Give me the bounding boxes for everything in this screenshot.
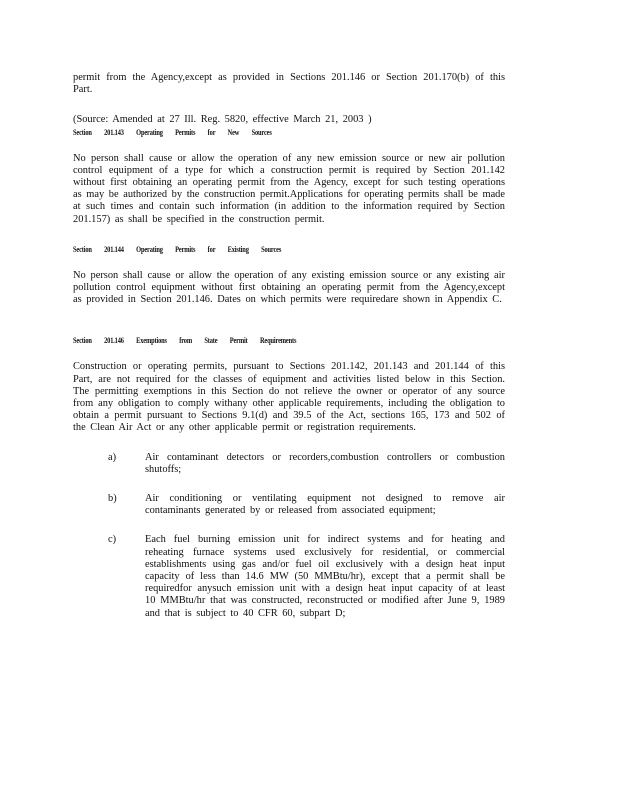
source-note: (Source: Amended at 27 Ill. Reg. 5820, effective March 21, 2003 ) — [73, 114, 372, 126]
list-item-text: Air contaminant detectors or recorders,combustion controllers or combustion shutoffs; — [145, 451, 505, 475]
section-201-143-paragraph: No person shall cause or allow the operation of any new emission source or new air pollution control equipment of a type for which a construction permit is required by Section 201.142 without first obtaining an operating permit from the Agency, except for such testing operations as may be authorized by the construction permit.Applications for operating permits shall be made at such times and contain such information (in addition to the information required by Section 201.157) as shall be specified in the construction permit. — [73, 152, 505, 225]
list-item — [108, 493, 505, 517]
section-201-143-heading: Section 201.143 Operating Permits for New Sources — [73, 127, 272, 137]
list-item-label: a) — [108, 451, 117, 463]
section-201-144-paragraph: No person shall cause or allow the operation of any existing emission source or any existing air pollution control equipment without first obtaining an operating permit from the Agency,except as provided in Section 201.146. Dates on which permits were requiredare shown in Appendix C. — [73, 269, 505, 306]
continuation-paragraph: permit from the Agency,except as provided in Sections 201.146 or Section 201.170(b) of this Part. — [73, 72, 505, 96]
section-201-146-heading: Section 201.146 Exemptions from State Permit Requirements — [73, 336, 297, 346]
list-item-text: Air conditioning or ventilating equipment not designed to remove air contaminants generated by or released from associated equipment; — [145, 493, 505, 517]
list-item — [108, 452, 505, 476]
list-item-label: c) — [108, 534, 117, 546]
section-201-146-paragraph: Construction or operating permits, pursuant to Sections 201.142, 201.143 and 201.144 of this Part, are not required for the classes of equipment and activities listed below in this Section. The permitting exemptions in this Section do not relieve the owner or operator of any source from any obligation to comply withany other applicable requirements, including the obligation to obtain a permit pursuant to Sections 9.1(d) and 39.5 of the Act, sections 165, 173 and 502 of the Clean Air Act or any other applicable permit or registration requirements. — [73, 361, 505, 434]
document-page — [73, 72, 505, 620]
list-item-text: Each fuel burning emission unit for indirect systems and for heating and reheating furnace systems used exclusively for residential, or commercial establishments using gas and/or fuel oil exclusively with a design heat input capacity of less than 14.6 MW (50 MMBtu/hr), except that a permit shall be requiredfor anysuch emission unit with a design heat input capacity of at least 10 MMBtu/hr that was constructed, reconstructed or modified after June 9, 1989 and that is subject to 40 CFR 60, subpart D; — [145, 534, 505, 619]
list-item-label: b) — [108, 493, 117, 505]
section-201-144-heading: Section 201.144 Operating Permits for Existing Sources — [73, 244, 282, 254]
list-item — [108, 534, 505, 619]
